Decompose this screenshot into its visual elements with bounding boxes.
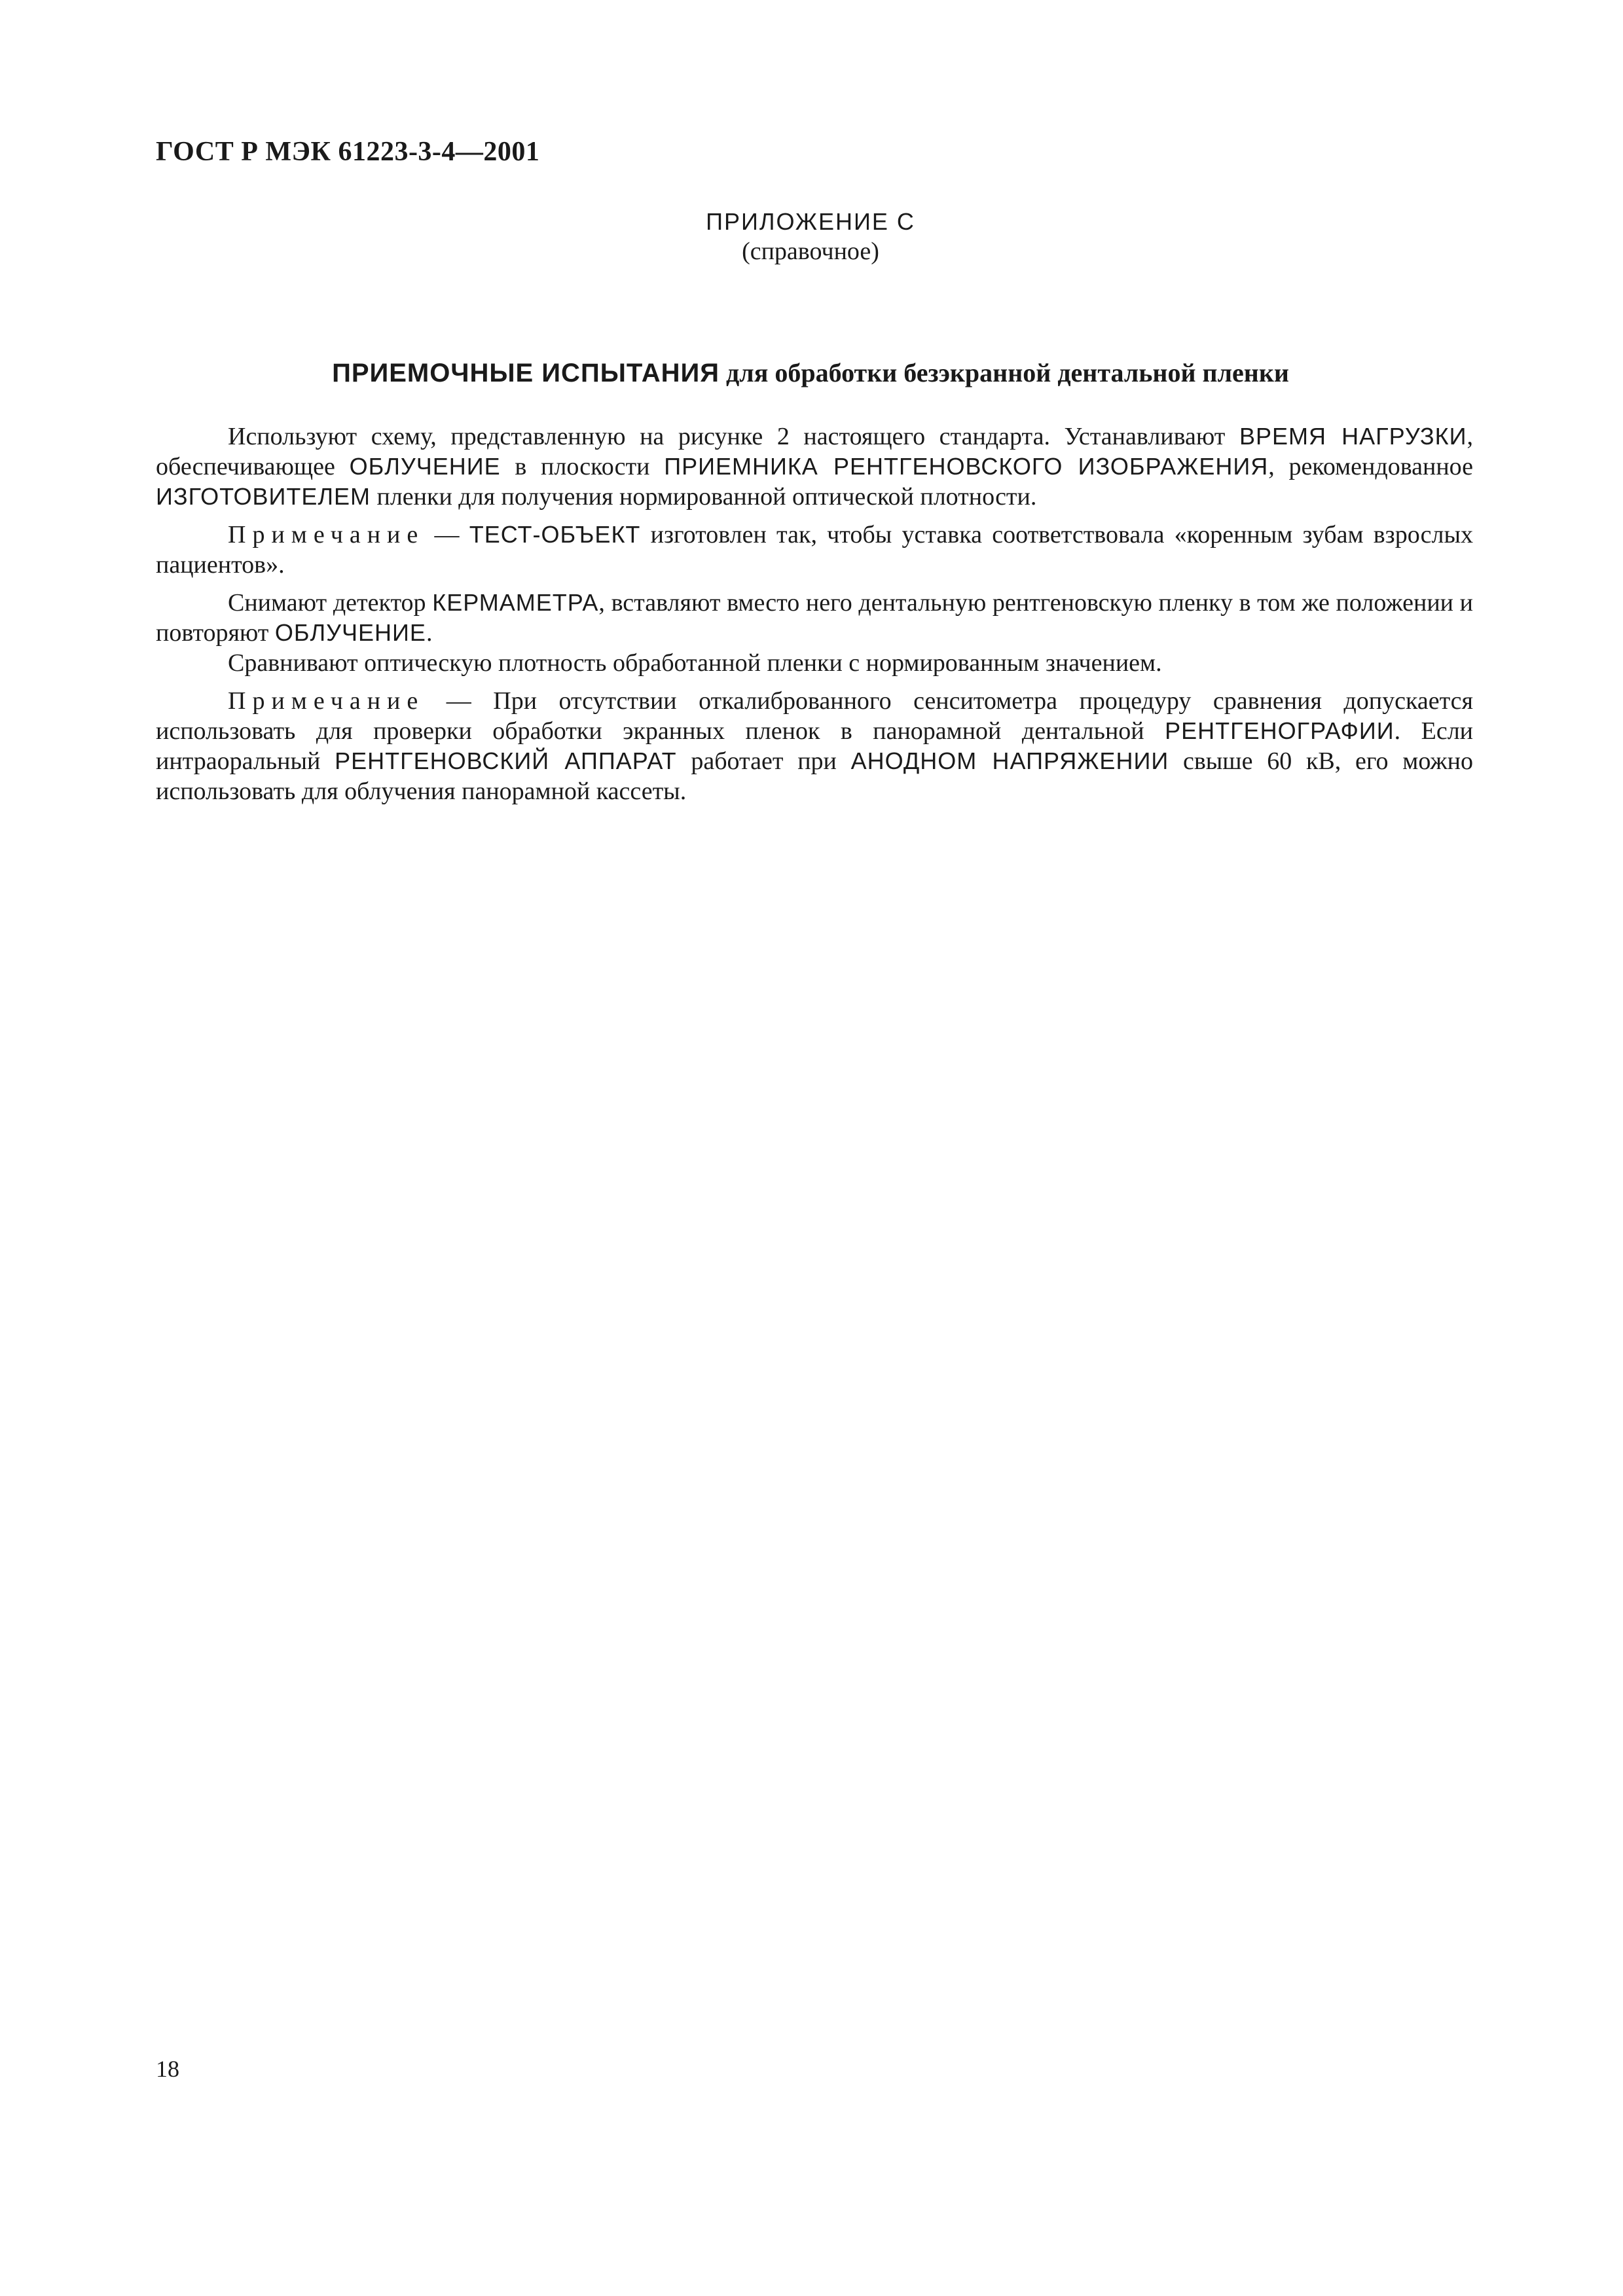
note-label: Примечание xyxy=(228,687,425,715)
text-run: . Если интраоральный xyxy=(156,717,1473,775)
term: РЕНТГЕНОГРАФИИ xyxy=(1165,717,1395,744)
note-2 xyxy=(156,686,1473,806)
term: ОБЛУЧЕНИЕ xyxy=(274,619,426,646)
section-title xyxy=(156,357,1465,388)
text-run: свыше 60 кВ, его можно использовать для облучения панорамной кассеты. xyxy=(156,747,1473,805)
document-body xyxy=(156,422,1473,814)
term: АНОДНОМ НАПРЯЖЕНИИ xyxy=(850,747,1169,774)
text-run: работает при xyxy=(676,747,851,775)
appendix-note: (справочное) xyxy=(742,238,879,265)
term: ВРЕМЯ НАГРУЗКИ xyxy=(1239,423,1467,450)
page-number: 18 xyxy=(156,2056,179,2082)
note-1 xyxy=(156,520,1473,580)
term: ИЗГОТОВИТЕЛЕМ xyxy=(156,483,371,510)
text-run: пленки для получения нормированной оптической плотности. xyxy=(370,483,1037,511)
paragraph-1 xyxy=(156,422,1473,512)
paragraph-3 xyxy=(156,648,1473,678)
term: ПРИЕМНИКА РЕНТГЕНОВСКОГО ИЗОБРАЖЕНИЯ xyxy=(664,453,1269,480)
text-run: , рекомендованное xyxy=(1268,453,1474,480)
text-run: , обеспечивающее xyxy=(156,423,1473,480)
text-run: Сравнивают оптическую плотность обработанной пленки с нормированным значением. xyxy=(228,649,1162,677)
term: ОБЛУЧЕНИЕ xyxy=(349,453,501,480)
note-label: Примечание xyxy=(228,521,425,548)
section-title-caps: ПРИЕМОЧНЫЕ ИСПЫТАНИЯ xyxy=(332,359,720,387)
text-run: — xyxy=(424,521,469,548)
term: РЕНТГЕНОВСКИЙ АППАРАТ xyxy=(335,747,677,774)
text-run: в плоскости xyxy=(500,453,665,480)
text-run: . xyxy=(426,619,433,647)
text-run: , вставляют вместо него дентальную рентгеновскую пленку в том же положении и повторяют xyxy=(156,589,1474,647)
text-run: При отсутствии откалиброванного сенситометра процедуру сравнения допускается использовать для проверки обработки экранных пленок в панорамной дентальной xyxy=(156,687,1474,745)
appendix-label: ПРИЛОЖЕНИЕ С xyxy=(706,208,915,235)
term: КЕРМАМЕТРА xyxy=(432,589,599,616)
section-title-rest: для обработки безэкранной дентальной пленки xyxy=(720,358,1289,387)
paragraph-2 xyxy=(156,588,1473,648)
term: ТЕСТ-ОБЪЕКТ xyxy=(469,521,641,548)
appendix-heading xyxy=(156,207,1465,266)
text-run: Используют схему, представленную на рисунке 2 настоящего стандарта. Устанавливают xyxy=(228,423,1239,450)
text-run: изготовлен так, чтобы уставка соответствовала «коренным зубам взрослых пациентов». xyxy=(156,521,1474,579)
document-header: ГОСТ Р МЭК 61223-3-4—2001 xyxy=(156,137,540,167)
text-run: — xyxy=(424,687,494,715)
text-run: Снимают детектор xyxy=(228,589,433,617)
